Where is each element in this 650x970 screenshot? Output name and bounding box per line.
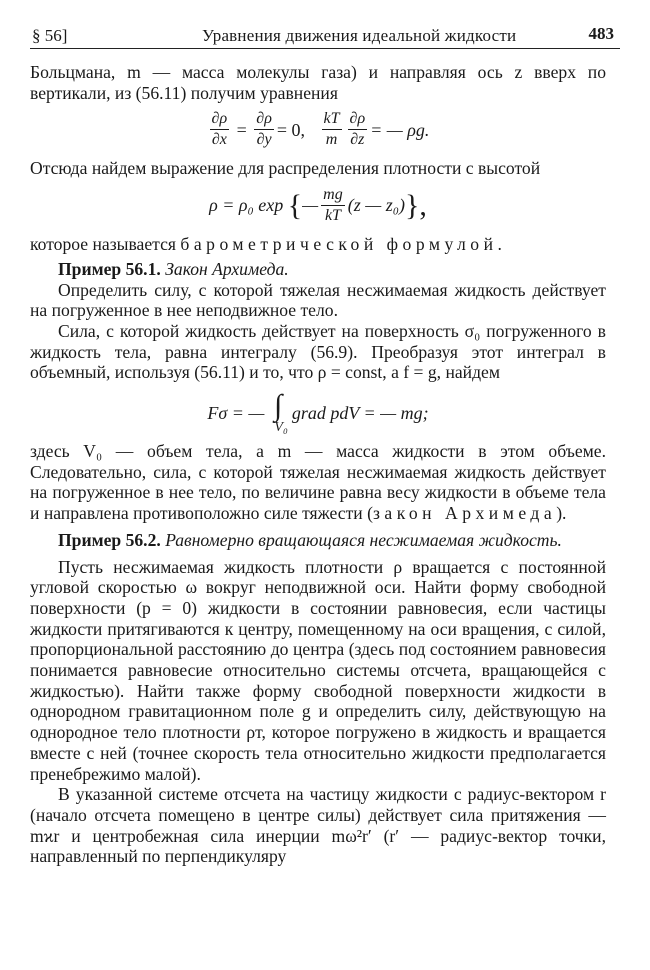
paragraph-archimedes-task: Определить силу, с которой тяжелая несжимаемая жидкость действует на погруженное в нее неподвижное тело. [30, 279, 606, 321]
running-title: Уравнения движения идеальной жидкости [202, 26, 517, 45]
equation-archimedes-force: Fσ = — ∫ V₀ grad pdV = — mg; [207, 389, 429, 436]
page-body [30, 62, 606, 867]
fraction-mg-kT: $\frac{mg}{kT}$ [323, 186, 343, 225]
fraction-drho-dy: $\frac{\partial\rho}{\partial y}$ [256, 110, 272, 149]
fraction-drho-dz: $\frac{\partial\rho}{\partial z}$ [349, 110, 366, 149]
paragraph-surface-integral: Сила, с которой жидкость действует на поверхность σ₀ погруженного в жидкость тела, равна интегралу (56.9). Преобразуя этот интеграл в объемный, используя (56.11) и то, что ρ = const, а f = g, найдем [30, 320, 606, 383]
example-56-1-heading: Пример 56.1. Закон Архимеда. [58, 258, 289, 279]
paragraph-archimedes-conclusion: здесь V₀ — объем тела, а m — масса жидкости в этом объеме. Следовательно, сила, с которой тяжелая несжимаемая жидкость действует на погруженное в нее тело, по величине равна весу жидкости в объеме тела и направлена противоположно силе тяжести (закон Архимеда). [30, 441, 606, 524]
integral-sign: ∫ V₀ [273, 389, 288, 436]
fraction-kT-m: $\frac{kT}{m}$ [323, 110, 340, 149]
paragraph-barometric-formula: которое называется барометрической формулой. [30, 234, 507, 255]
equation-barometric: ρ = ρ₀ exp { — $\frac{mg}{kT}$ (z — z₀) }, [209, 186, 427, 225]
equation-pressure-derivatives: $\frac{\partial\rho}{\partial x}$ = $\frac{\partial\rho}{\partial y}$ = 0, $\frac{kT}{m}$ $\frac{\partial\rho}{\partial z}$ = — ρg. [211, 110, 430, 149]
fraction-drho-dx: $\frac{\partial\rho}{\partial x}$ [211, 110, 228, 149]
running-header [30, 22, 620, 49]
section-number: § 56] [32, 26, 68, 45]
paragraph-rotating-fluid-task: Пусть несжимаемая жидкость плотности ρ вращается с постоянной угловой скоростью ω вокруг неподвижной оси. Найти форму свободной поверхности (p = 0) жидкости в состоянии равновесия, если частицы жидкости притягиваются к центру, помещенному на оси вращения, с силой, пропорциональной расстоянию до центра (здесь под состоянием равновесия понимается равновесие относительно системы отсчета, вращающейся с жидкостью). Найти также форму свободной поверхности жидкости в однородном гравитационном поле g и определить силу, действующую на однородное тело плотности ρт, которое погружено в жидкость и вращается вместе с ней (точнее скорость тела относительно жидкости предполагается пренебрежимо малой). [30, 556, 606, 784]
paragraph-boltzmann: Больцмана, m — масса молекулы газа) и направляя ось z вверх по вертикали, из (56.11) получим уравнения [30, 62, 606, 103]
example-56-2-heading: Пример 56.2. Равномерно вращающаяся несжимаемая жидкость. [58, 529, 562, 550]
paragraph-reference-frame: В указанной системе отсчета на частицу жидкости с радиус-вектором r (начало отсчета помещено в центре силы) действует сила притяжения — mϰr и центробежная сила инерции mω²r′ (r′ — радиус-вектор точки, направленный по перпендикуляру [30, 784, 606, 867]
page-number: 483 [588, 24, 614, 43]
paragraph-density-intro: Отсюда найдем выражение для распределения плотности с высотой [30, 158, 541, 179]
